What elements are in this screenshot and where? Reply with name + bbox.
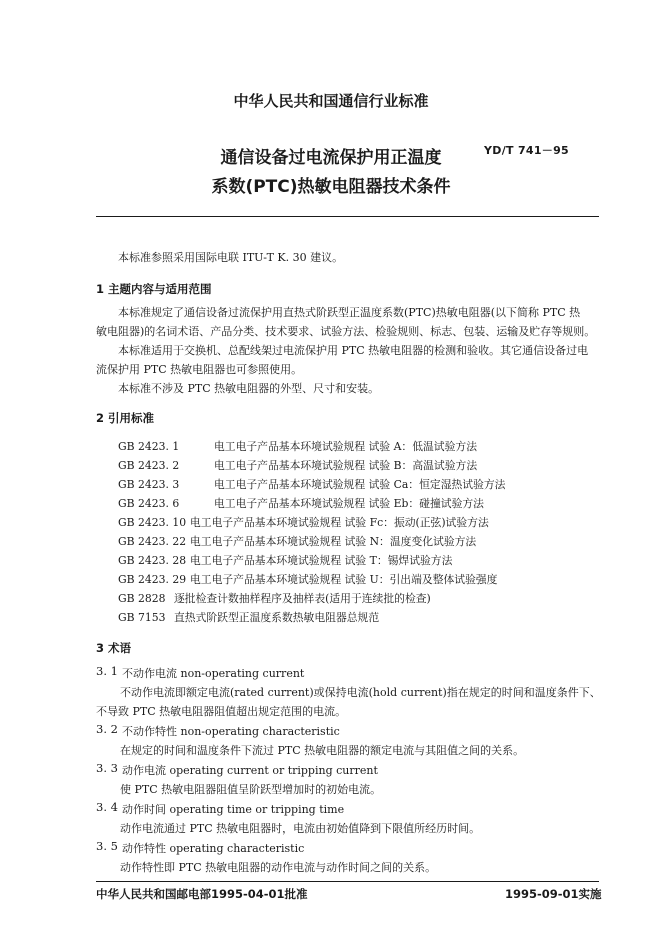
reference-title: 电工电子产品基本环境试验规程 试验 A：低温试验方法: [214, 440, 477, 453]
reference-item: [118, 496, 484, 511]
reference-item: [118, 610, 379, 625]
reference-item: [118, 591, 431, 606]
effective-date: 1995-09-01实施: [505, 887, 602, 901]
term-definition: 不动作电流即额定电流(rated current)或保持电流(hold current)指在规定的时间和温度条件下、: [120, 686, 601, 699]
reference-title: 电工电子产品基本环境试验规程 试验 U：引出端及整体试验强度: [190, 573, 498, 586]
reference-item: [118, 534, 476, 549]
header-divider: [96, 216, 599, 217]
intro-text: 本标准参照采用国际电联 ITU-T K. 30 建议。: [118, 251, 344, 264]
section-1-p2-line1: 本标准适用于交换机、总配线架过电流保护用 PTC 热敏电阻器的检测和验收。其它通信设备过电: [118, 344, 589, 357]
approval-date: 中华人民共和国邮电部1995-04-01批准: [96, 887, 308, 901]
title-line-1: 通信设备过电流保护用正温度: [220, 148, 442, 168]
reference-item: [118, 553, 452, 568]
section-1-p2-line2: 流保护用 PTC 热敏电阻器也可参照使用。: [96, 363, 303, 376]
section-1-p1-line2: 敏电阻器)的名词术语、产品分类、技术要求、试验方法、检验规则、标志、包装、运输及贮存等规则。: [96, 325, 596, 338]
standard-number: YD/T 741－95: [484, 144, 570, 157]
term-definition: 动作电流通过 PTC 热敏电阻器时，电流由初始值降到下限值所经历时间。: [120, 822, 481, 835]
term-definition: 使 PTC 热敏电阻器阻值呈阶跃型增加时的初始电流。: [120, 783, 382, 796]
term-definition-cont: 不导致 PTC 热敏电阻器阻值超出规定范围的电流。: [96, 705, 347, 718]
reference-title: 电工电子产品基本环境试验规程 试验 Ca：恒定湿热试验方法: [214, 478, 506, 491]
section-1-p1-line1: 本标准规定了通信设备过流保护用直热式阶跃型正温度系数(PTC)热敏电阻器(以下简称 PTC 热: [118, 306, 581, 319]
term-number: 3. 4: [96, 800, 118, 814]
reference-code: GB 2423. 28: [118, 554, 187, 567]
section-2-heading: 2 引用标准: [96, 411, 155, 425]
reference-code: GB 2423. 22: [118, 535, 187, 548]
reference-code: GB 2423. 2: [118, 459, 180, 472]
reference-item: [118, 458, 477, 473]
reference-item: [118, 439, 477, 454]
reference-code: GB 2423. 1: [118, 440, 180, 453]
reference-code: GB 2423. 3: [118, 478, 180, 491]
reference-title: 电工电子产品基本环境试验规程 试验 T：锡焊试验方法: [190, 554, 453, 567]
title-line-2: 系数(PTC)热敏电阻器技术条件: [211, 177, 451, 197]
reference-title: 逐批检查计数抽样程序及抽样表(适用于连续批的检查): [174, 592, 431, 605]
document-org-heading: 中华人民共和国通信行业标准: [233, 92, 429, 110]
section-3-heading: 3 术语: [96, 641, 132, 655]
section-1-heading: 1 主题内容与适用范围: [96, 282, 212, 296]
term-number: 3. 2: [96, 722, 118, 736]
term-definition: 在规定的时间和温度条件下流过 PTC 热敏电阻器的额定电流与其阻值之间的关系。: [120, 744, 525, 757]
term-name: 动作电流 operating current or tripping current: [122, 764, 378, 777]
reference-code: GB 2423. 6: [118, 497, 180, 510]
term-number: 3. 3: [96, 761, 118, 775]
term-definition: 动作特性即 PTC 热敏电阻器的动作电流与动作时间之间的关系。: [120, 861, 437, 874]
term-name: 不动作特性 non-operating characteristic: [122, 725, 340, 738]
reference-title: 电工电子产品基本环境试验规程 试验 Eb：碰撞试验方法: [214, 497, 484, 510]
reference-title: 电工电子产品基本环境试验规程 试验 Fc：振动(正弦)试验方法: [190, 516, 489, 529]
reference-code: GB 7153: [118, 611, 166, 624]
term-number: 3. 1: [96, 664, 118, 678]
reference-title: 电工电子产品基本环境试验规程 试验 B：高温试验方法: [214, 459, 478, 472]
term-name: 不动作电流 non-operating current: [122, 667, 305, 680]
reference-item: [118, 515, 489, 530]
term-name: 动作时间 operating time or tripping time: [122, 803, 345, 816]
reference-code: GB 2423. 10: [118, 516, 187, 529]
reference-item: [118, 572, 497, 587]
reference-title: 直热式阶跃型正温度系数热敏电阻器总规范: [174, 611, 380, 624]
term-number: 3. 5: [96, 839, 118, 853]
term-name: 动作特性 operating characteristic: [122, 842, 305, 855]
footer-divider: [96, 881, 599, 882]
reference-item: [118, 477, 505, 492]
reference-title: 电工电子产品基本环境试验规程 试验 N：温度变化试验方法: [190, 535, 477, 548]
reference-code: GB 2828: [118, 592, 166, 605]
section-1-p3: 本标准不涉及 PTC 热敏电阻器的外型、尺寸和安装。: [118, 382, 380, 395]
reference-code: GB 2423. 29: [118, 573, 187, 586]
